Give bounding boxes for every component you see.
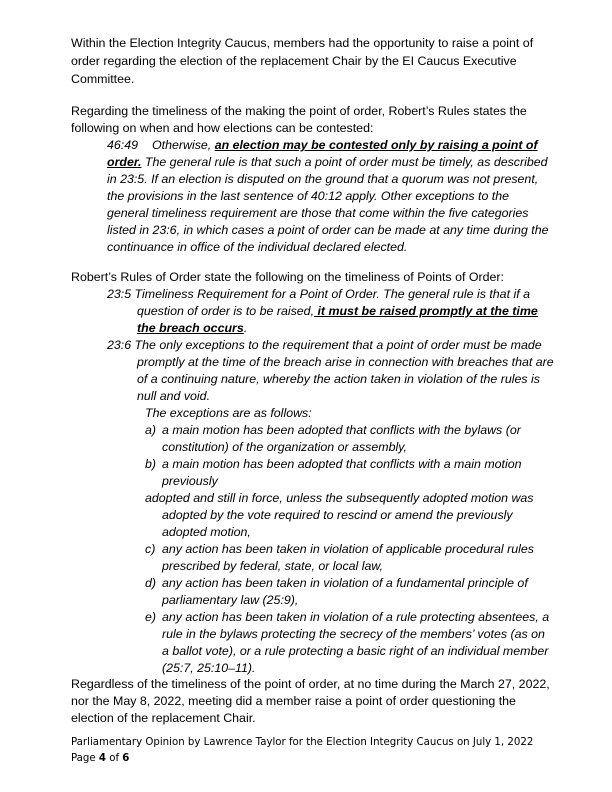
quote-text: The general rule is that such a point of order must be timely, as described: [141, 155, 548, 169]
list-marker-a: a): [145, 423, 157, 437]
list-item-d-line-1: any action has been taken in violation of a fundamental principle of: [162, 576, 528, 590]
list-item-e-line-3: a ballot vote), or a rule protecting a basic right of an individual member: [162, 644, 549, 658]
page-total: 6: [122, 753, 130, 764]
page-word: Page: [71, 753, 99, 764]
paragraph-1-line-2: order regarding the election of the replacement Chair by the EI Caucus Executive: [71, 54, 517, 68]
list-marker-c: c): [145, 542, 156, 556]
rule-23-6-line-2: promptly at the time of the breach arise in connection with breaches that are: [137, 355, 554, 369]
list-item-d-line-2: parliamentary law (25:9),: [162, 593, 299, 607]
paragraph-1-line-3: Committee.: [71, 72, 135, 86]
paragraph-4-line-3: election of the replacement Chair.: [71, 711, 256, 725]
quote-text: Otherwise,: [152, 138, 215, 152]
quote-46-49-line-1: [107, 138, 538, 153]
list-marker-e: e): [145, 610, 157, 624]
list-item-c-line-1: any action has been taken in violation of applicable procedural rules: [162, 542, 534, 556]
quote-emphasis: an election may be contested only by raising a point of: [214, 138, 538, 152]
rule-23-5-line-2: [137, 304, 538, 319]
list-item-e-line-4: (25:7, 25:10–11).: [162, 661, 256, 675]
quote-46-49-line-5: general timeliness requirement are those that come within the five categories: [107, 206, 529, 220]
list-continuation-line-2: adopted by the vote required to rescind or amend the previously: [162, 508, 513, 522]
paragraph-2-line-2: following on when and how elections can be contested:: [71, 121, 374, 135]
footer-text: Parliamentary Opinion by Lawrence Taylor for the Election Integrity Caucus on July 1, 2022: [71, 737, 534, 748]
of-word: of: [106, 753, 123, 764]
rule-emphasis: the breach occurs: [137, 321, 244, 335]
list-item-b-line-1: a main motion has been adopted that conflicts with a main motion: [162, 457, 522, 471]
paragraph-2-line-1: Regarding the timeliness of the making the point of order, Robert’s Rules states the: [71, 104, 527, 118]
rule-emphasis: it must be raised promptly at the time: [314, 304, 538, 318]
quote-emphasis: order.: [107, 155, 142, 169]
page-number: [71, 752, 129, 765]
quote-46-49-line-2: [107, 155, 548, 170]
quote-46-49-line-7: continuance in office of the individual declared elected.: [107, 240, 408, 254]
paragraph-4-line-2: nor the May 8, 2022, meeting did a member raise a point of order questioning the: [71, 694, 516, 708]
page-current: 4: [98, 753, 106, 764]
list-item-b-line-2: previously: [162, 474, 218, 488]
quote-46-49-line-4: the provisions in the last sentence of 40:12 apply. Other exceptions to the: [107, 189, 510, 203]
quote-number: 46:49: [107, 138, 139, 152]
quote-46-49-line-3: in 23:5. If an election is disputed on the ground that a quorum was not present,: [107, 172, 539, 186]
rule-23-6-line-5: The exceptions are as follows:: [145, 406, 312, 420]
list-item-e-line-2: rule in the bylaws protecting the secrecy of the members’ votes (as on: [162, 627, 545, 641]
list-item-a-line-1: a main motion has been adopted that conflicts with the bylaws (or: [162, 423, 521, 437]
rule-23-5-line-1: 23:5 Timeliness Requirement for a Point of Order. The general rule is that if a: [107, 287, 530, 301]
list-continuation-line-1: adopted and still in force, unless the subsequently adopted motion was: [145, 491, 534, 505]
rule-23-6-line-1: 23:6 The only exceptions to the requirement that a point of order must be made: [107, 338, 542, 352]
paragraph-4-line-1: Regardless of the timeliness of the point of order, at no time during the March 27, 2022,: [71, 677, 550, 691]
list-marker-d: d): [145, 576, 157, 590]
list-item-c-line-2: prescribed by federal, state, or local law,: [162, 559, 384, 573]
rule-23-6-line-4: null and void.: [137, 389, 211, 403]
quote-46-49-line-6: listed in 23:6, in which cases a point of order can be made at any time during the: [107, 223, 549, 237]
list-item-a-line-2: constitution) of the organization or assembly,: [162, 440, 407, 454]
rule-23-5-line-3: [137, 321, 247, 336]
list-item-e-line-1: any action has been taken in violation of a rule protecting absentees, a: [162, 610, 550, 624]
paragraph-3-line-1: Robert’s Rules of Order state the following on the timeliness of Points of Order:: [71, 270, 504, 284]
rule-text: .: [243, 321, 248, 335]
list-marker-b: b): [145, 457, 157, 471]
paragraph-1-line-1: Within the Election Integrity Caucus, members had the opportunity to raise a point of: [71, 36, 534, 50]
rule-text: question of order is to be raised,: [137, 304, 315, 318]
rule-23-6-line-3: of a continuing nature, whereby the action taken in violation of the rules is: [137, 372, 540, 386]
list-continuation-line-3: adopted motion,: [162, 525, 251, 539]
